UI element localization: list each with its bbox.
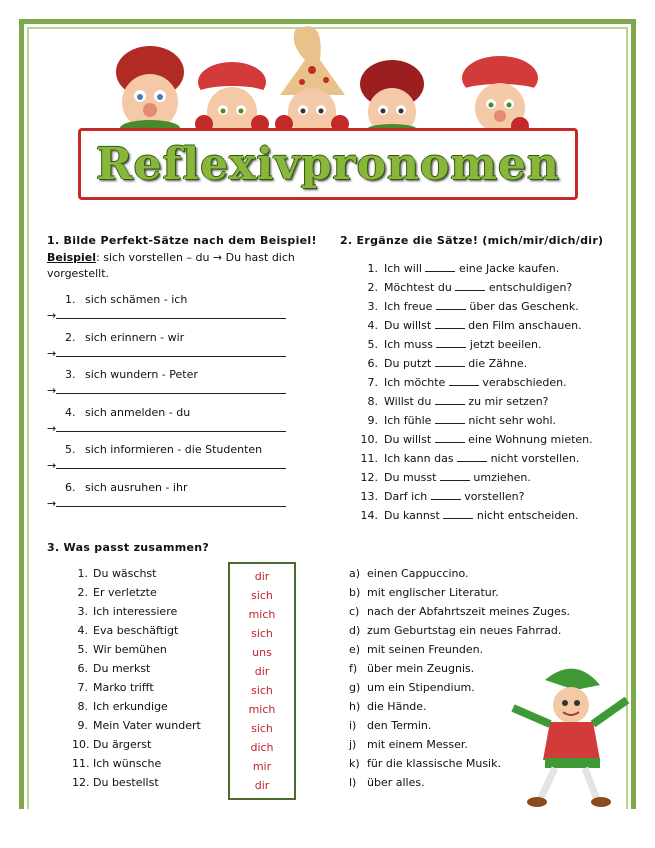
pronoun: mich: [248, 608, 276, 621]
item-text: Mein Vater wundert: [93, 719, 201, 732]
item-text: Du ärgerst: [93, 738, 152, 751]
sentence-start: Du willst: [384, 319, 432, 332]
item-text: Ich wünsche: [93, 757, 162, 770]
pronoun: mir: [252, 760, 272, 773]
answer-line[interactable]: [47, 347, 325, 360]
sentence-end: zu mir setzen?: [468, 395, 549, 408]
elf-face-4: [360, 60, 424, 135]
ex1-example: [47, 250, 317, 266]
sentence-start: Ich muss: [384, 338, 433, 351]
item-letter: g): [349, 681, 361, 694]
item-number: 4.: [65, 405, 76, 419]
sentence-end: nicht entscheiden.: [476, 509, 579, 522]
ex3-left-item: [72, 624, 201, 643]
answer-blank[interactable]: [443, 509, 473, 519]
item-text: nach der Abfahrtszeit meines Zuges.: [367, 605, 571, 618]
ex1-item: [47, 443, 325, 481]
sentence-end: die Zähne.: [468, 357, 528, 370]
pronoun: sich: [251, 684, 273, 697]
answer-blank[interactable]: [457, 452, 487, 462]
pronoun: sich: [251, 627, 273, 640]
pronoun: dir: [254, 570, 270, 583]
answer-blank[interactable]: [56, 309, 286, 319]
item-text: mit seinen Freunden.: [367, 643, 484, 656]
pronoun-list: [230, 564, 294, 798]
pronoun-box: [228, 562, 296, 800]
arrow-icon: →: [47, 384, 57, 397]
ex3-left-item: [72, 605, 201, 624]
sentence-end: über das Geschenk.: [469, 300, 579, 313]
sentence-end: nicht sehr wohl.: [468, 414, 557, 427]
ex3-title: 3. Was passt zusammen?: [47, 541, 210, 554]
example-label: Beispiel: [47, 251, 97, 264]
item-number: 12.: [72, 776, 90, 789]
item-number: 1.: [65, 293, 76, 306]
arrow-icon: →: [47, 346, 57, 360]
item-text: Du bestellst: [93, 776, 159, 789]
ex2-item: [358, 433, 593, 452]
item-text: um ein Stipendium.: [367, 681, 475, 694]
ex3-left-item: [72, 586, 201, 605]
pronoun: dir: [254, 665, 270, 678]
item-number: 5.: [77, 643, 88, 656]
arrow-icon: →: [47, 459, 57, 472]
item-number: 6.: [77, 662, 88, 675]
answer-blank[interactable]: [440, 471, 470, 481]
answer-blank[interactable]: [435, 357, 465, 367]
item-text: die Hände.: [367, 700, 427, 713]
ex3-left-item: [72, 662, 201, 681]
ex3-left-item: [72, 643, 201, 662]
answer-blank[interactable]: [425, 262, 455, 272]
answer-blank[interactable]: [455, 281, 485, 291]
ex3-sentence-starts: [72, 567, 201, 795]
item-letter: j): [349, 738, 357, 751]
item-letter: h): [349, 700, 361, 713]
sentence-end: umziehen.: [473, 471, 531, 484]
item-letter: l): [349, 776, 357, 789]
ex3-right-item: [349, 567, 570, 586]
ex1-item: [47, 330, 325, 369]
item-number: 8.: [77, 700, 88, 713]
ex2-item: [358, 490, 593, 509]
item-text: über mein Zeugnis.: [367, 662, 475, 675]
ex3-right-item: [349, 624, 570, 643]
ex3-right-item: [349, 586, 570, 605]
item-number: 10.: [72, 738, 90, 751]
answer-blank[interactable]: [436, 338, 466, 348]
item-number: 4.: [77, 624, 88, 637]
item-number: 2.: [77, 586, 88, 599]
answer-blank[interactable]: [436, 300, 466, 310]
ex1-item: [47, 405, 325, 444]
elves-illustration: [80, 20, 580, 135]
answer-blank[interactable]: [449, 376, 479, 386]
sentence-start: Du kannst: [384, 509, 440, 522]
item-text: einen Cappuccino.: [367, 567, 469, 580]
sentence-end: entschuldigen?: [488, 281, 573, 294]
elf-face-5: [460, 56, 540, 135]
ex2-item: [358, 414, 593, 433]
elf-figure: [505, 660, 635, 810]
ex1-item: [47, 480, 325, 519]
item-text: für die klassische Musik.: [367, 757, 501, 770]
answer-line[interactable]: [47, 459, 325, 472]
item-text: zum Geburtstag ein neues Fahrrad.: [367, 624, 562, 637]
sentence-start: Darf ich: [384, 490, 428, 503]
title-banner: [78, 128, 578, 200]
ex1-example-cont: vorgestellt.: [47, 267, 110, 280]
item-letter: i): [349, 719, 357, 732]
answer-blank[interactable]: [435, 414, 465, 424]
pronoun: sich: [251, 722, 273, 735]
item-number: 3.: [65, 368, 76, 381]
answer-line[interactable]: [47, 309, 325, 322]
item-number: 5.: [367, 338, 378, 351]
pronoun: uns: [252, 646, 272, 659]
sentence-end: eine Jacke kaufen.: [458, 262, 560, 275]
answer-blank[interactable]: [435, 433, 465, 443]
elf-face-2: [195, 62, 269, 135]
answer-line[interactable]: [47, 422, 325, 435]
sentence-end: den Film anschauen.: [468, 319, 582, 332]
item-text: den Termin.: [367, 719, 432, 732]
item-text: Du merkst: [93, 662, 151, 675]
item-text: über alles.: [367, 776, 425, 789]
elf-face-1: [116, 46, 184, 135]
sentence-end: jetzt beeilen.: [469, 338, 542, 351]
item-letter: d): [349, 624, 361, 637]
ex1-item: [47, 368, 325, 406]
item-number: 6.: [367, 357, 378, 370]
ex3-left-item: [72, 700, 201, 719]
ex2-item: [358, 452, 593, 471]
item-number: 2.: [367, 281, 378, 294]
pronoun: dich: [250, 741, 274, 754]
item-number: 3.: [77, 605, 88, 618]
item-number: 5.: [65, 443, 76, 456]
sentence-end: verabschieden.: [482, 376, 567, 389]
item-text: sich informieren - die Studenten: [85, 443, 263, 456]
item-number: 10.: [360, 433, 378, 446]
ex2-item: [358, 281, 593, 300]
answer-blank[interactable]: [56, 459, 286, 469]
sentence-end: nicht vorstellen.: [490, 452, 580, 465]
pronoun: mich: [248, 703, 276, 716]
answer-blank[interactable]: [56, 384, 286, 394]
ex2-title: 2. Ergänze die Sätze! (mich/mir/dich/dir): [340, 234, 604, 247]
ex3-left-item: [72, 719, 201, 738]
ex3-left-item: [72, 738, 201, 757]
ex2-item: [358, 319, 593, 338]
answer-blank[interactable]: [56, 422, 286, 432]
item-text: sich ausruhen - ihr: [85, 480, 188, 494]
answer-blank[interactable]: [56, 347, 286, 357]
item-letter: b): [349, 586, 361, 599]
answer-blank[interactable]: [56, 497, 286, 507]
item-number: 13.: [360, 490, 378, 503]
arrow-icon: →: [47, 421, 57, 435]
arrow-icon: →: [47, 496, 57, 510]
item-number: 3.: [367, 300, 378, 313]
item-number: 4.: [367, 319, 378, 332]
sentence-start: Ich freue: [384, 300, 433, 313]
elf-face-3: [275, 26, 349, 135]
sentence-start: Willst du: [384, 395, 432, 408]
item-text: mit einem Messer.: [367, 738, 468, 751]
ex2-item: [358, 300, 593, 319]
item-text: Wir bemühen: [93, 643, 167, 656]
answer-line[interactable]: [47, 384, 325, 397]
ex1-list: [47, 293, 325, 518]
ex3-left-item: [72, 681, 201, 700]
answer-blank[interactable]: [431, 490, 461, 500]
item-number: 7.: [77, 681, 88, 694]
sentence-end: eine Wohnung mieten.: [468, 433, 593, 446]
sentence-start: Du putzt: [384, 357, 432, 370]
item-text: Er verletzte: [93, 586, 157, 599]
ex2-item: [358, 357, 593, 376]
item-text: Du wäschst: [93, 567, 157, 580]
ex2-item: [358, 376, 593, 395]
item-text: mit englischer Literatur.: [367, 586, 499, 599]
ex3-left-item: [72, 757, 201, 776]
item-text: sich schämen - ich: [85, 293, 188, 306]
page-title: Reflexivpronomen: [96, 139, 560, 190]
item-number: 1.: [77, 567, 88, 580]
item-number: 6.: [65, 480, 76, 494]
ex2-item: [358, 262, 593, 281]
answer-blank[interactable]: [435, 319, 465, 329]
item-text: Ich interessiere: [93, 605, 178, 618]
ex2-item: [358, 338, 593, 357]
item-number: 11.: [360, 452, 378, 465]
sentence-start: Du musst: [384, 471, 437, 484]
item-number: 11.: [72, 757, 90, 770]
pronoun: dir: [254, 779, 270, 792]
sentence-start: Möchtest du: [384, 281, 452, 294]
item-text: Ich erkundige: [93, 700, 168, 713]
item-text: Marko trifft: [93, 681, 154, 694]
sentence-start: Ich will: [384, 262, 422, 275]
item-text: sich erinnern - wir: [85, 330, 185, 344]
sentence-start: Ich kann das: [384, 452, 454, 465]
ex3-left-item: [72, 567, 201, 586]
item-text: Eva beschäftigt: [93, 624, 179, 637]
sentence-start: Ich möchte: [384, 376, 446, 389]
item-letter: a): [349, 567, 361, 580]
item-number: 9.: [367, 414, 378, 427]
ex3-left-item: [72, 776, 201, 795]
item-letter: e): [349, 643, 361, 656]
ex2-item: [358, 471, 593, 490]
arrow-icon: →: [47, 309, 57, 322]
item-letter: f): [349, 662, 358, 675]
sentence-start: Du willst: [384, 433, 432, 446]
item-number: 2.: [65, 330, 76, 344]
item-number: 8.: [367, 395, 378, 408]
ex1-item: [47, 293, 325, 331]
item-text: sich wundern - Peter: [85, 368, 198, 381]
ex2-item: [358, 395, 593, 414]
item-number: 12.: [360, 471, 378, 484]
item-text: sich anmelden - du: [85, 405, 191, 419]
ex2-list: [358, 262, 593, 528]
answer-line[interactable]: [47, 497, 325, 510]
example-text: : sich vorstellen – du → Du hast dich: [96, 251, 295, 264]
item-number: 7.: [367, 376, 378, 389]
ex2-item: [358, 509, 593, 528]
sentence-end: vorstellen?: [464, 490, 525, 503]
sentence-start: Ich fühle: [384, 414, 432, 427]
item-letter: k): [349, 757, 360, 770]
answer-blank[interactable]: [435, 395, 465, 405]
item-number: 1.: [367, 262, 378, 275]
item-letter: c): [349, 605, 360, 618]
ex3-right-item: [349, 605, 570, 624]
item-number: 9.: [77, 719, 88, 732]
ex1-title: 1. Bilde Perfekt-Sätze nach dem Beispiel!: [47, 234, 317, 247]
item-number: 14.: [360, 509, 378, 522]
pronoun: sich: [251, 589, 273, 602]
